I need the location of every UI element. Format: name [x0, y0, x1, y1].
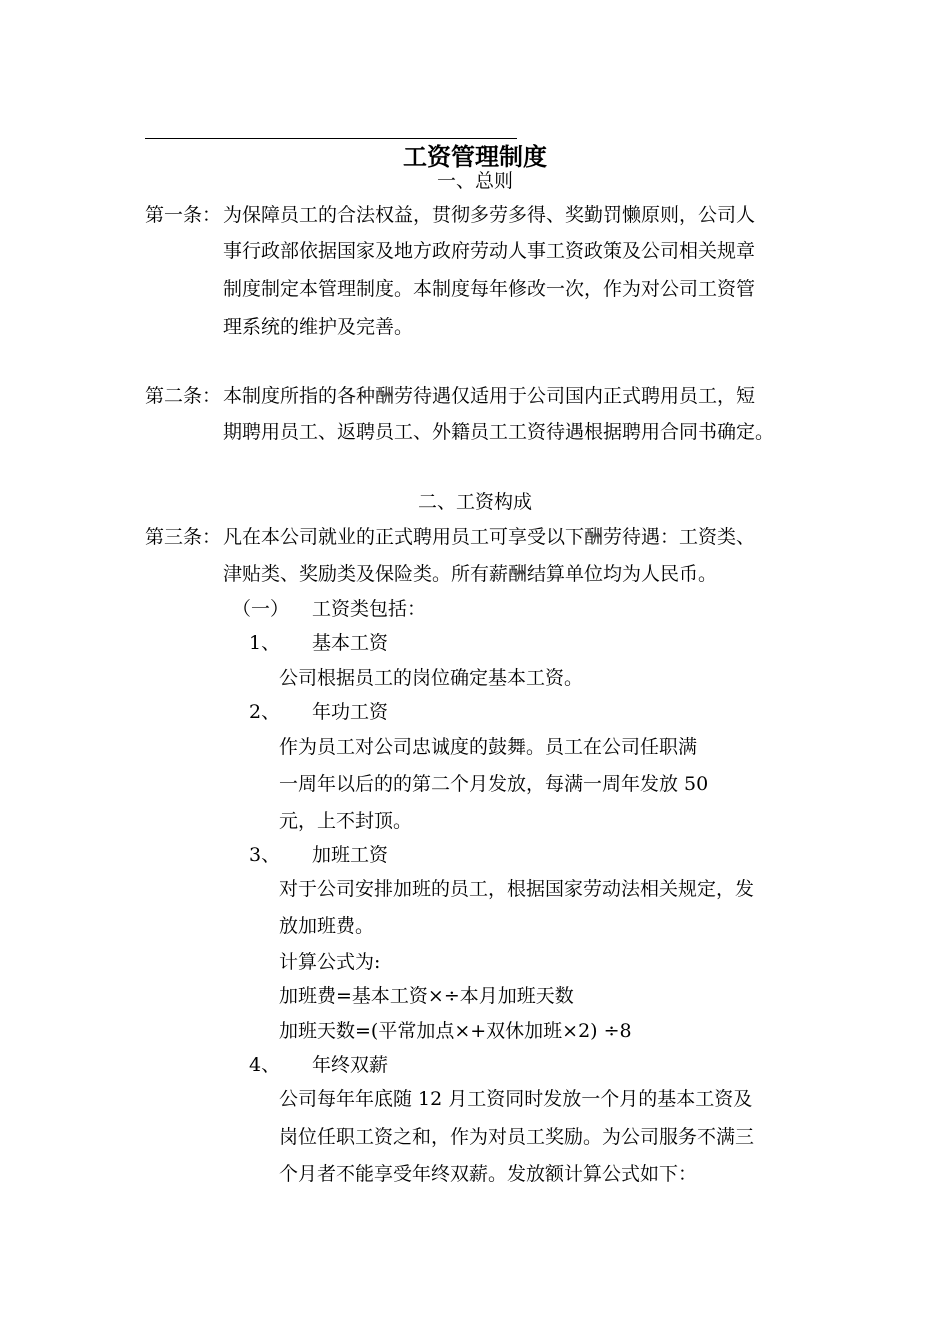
item-detail-line: 公司根据员工的岗位确定基本工资。 [279, 667, 584, 689]
item-number: 2、 [249, 701, 281, 723]
item-number: 4、 [249, 1054, 281, 1076]
sub-item-label: （一） [232, 598, 290, 620]
article-1-line: 为保障员工的合法权益，贯彻多劳多得、奖勤罚懒原则，公司人 [223, 204, 756, 226]
item-formula-line: 加班费=基本工资×÷本月加班天数 [279, 985, 574, 1007]
item-title: 基本工资 [312, 632, 389, 654]
item-title: 加班工资 [312, 844, 389, 866]
item-detail-line: 元，上不封顶。 [279, 810, 413, 832]
article-1-label: 第一条： [145, 204, 222, 226]
article-3-line: 津贴类、奖励类及保险类。所有薪酬结算单位均为人民币。 [223, 563, 718, 585]
header-rule [145, 138, 517, 139]
article-1-line: 制度制定本管理制度。本制度每年修改一次，作为对公司工资管 [223, 278, 756, 300]
item-detail-line: 计算公式为: [279, 951, 381, 973]
section-heading-general: 一、总则 [436, 170, 513, 192]
item-detail-line: 个月者不能享受年终双薪。发放额计算公式如下： [279, 1163, 698, 1185]
item-title: 年功工资 [312, 701, 389, 723]
item-detail-line: 公司每年年底随 12 月工资同时发放一个月的基本工资及 [279, 1088, 753, 1110]
item-detail-line: 对于公司安排加班的员工，根据国家劳动法相关规定，发 [279, 878, 755, 900]
article-1-line: 理系统的维护及完善。 [223, 316, 414, 338]
item-detail-line: 岗位任职工资之和，作为对员工奖励。为公司服务不满三 [279, 1126, 755, 1148]
article-3-label: 第三条： [145, 526, 222, 548]
item-detail-line: 一周年以后的的第二个月发放，每满一周年发放 50 [279, 773, 709, 795]
item-number: 3、 [249, 844, 281, 866]
item-title: 年终双薪 [312, 1054, 389, 1076]
item-number: 1、 [249, 632, 281, 654]
article-1-line: 事行政部依据国家及地方政府劳动人事工资政策及公司相关规章 [223, 240, 756, 262]
item-detail-line: 放加班费。 [279, 915, 375, 937]
item-formula-line: 加班天数=(平常加点×+双休加班×2) ÷8 [279, 1020, 632, 1042]
article-2-line: 期聘用员工、返聘员工、外籍员工工资待遇根据聘用合同书确定。 [223, 421, 775, 443]
section-heading-wage-structure: 二、工资构成 [417, 491, 532, 513]
article-2-line: 本制度所指的各种酬劳待遇仅适用于公司国内正式聘用员工，短 [223, 385, 756, 407]
item-detail-line: 作为员工对公司忠诚度的鼓舞。员工在公司任职满 [279, 736, 698, 758]
document-title: 工资管理制度 [403, 142, 547, 171]
article-2-label: 第二条： [145, 385, 222, 407]
article-3-line: 凡在本公司就业的正式聘用员工可享受以下酬劳待遇：工资类、 [223, 526, 756, 548]
sub-item-text: 工资类包括： [312, 598, 427, 620]
